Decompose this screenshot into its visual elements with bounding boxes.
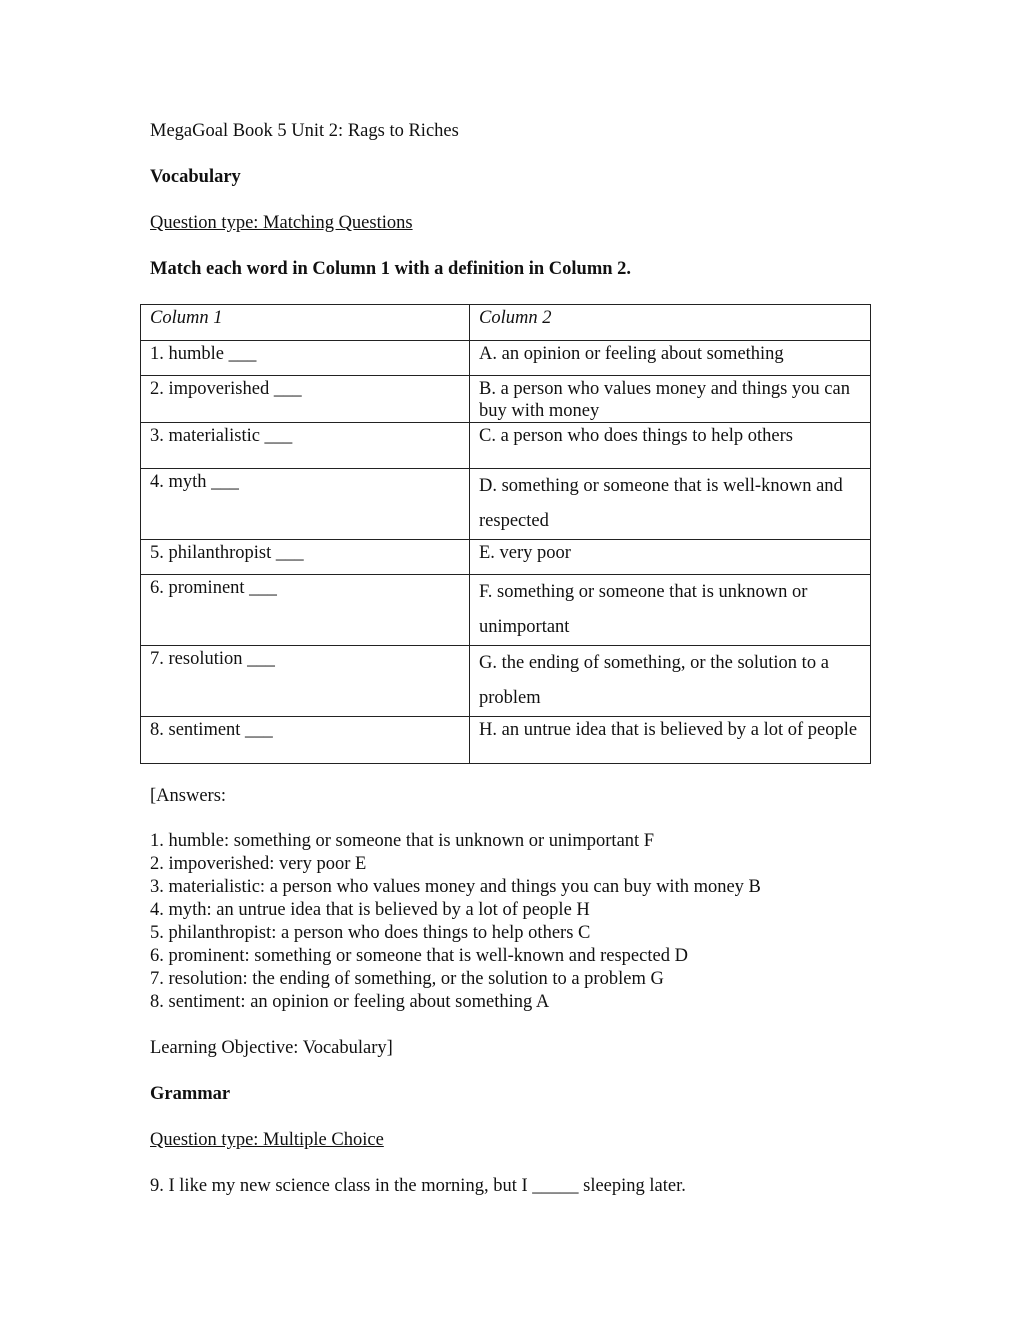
table-row: [141, 646, 871, 717]
table-row: [141, 717, 871, 764]
word-cell: 1. humble ___: [141, 341, 470, 376]
grammar-heading: Grammar: [150, 1084, 231, 1104]
table-row: [141, 423, 871, 469]
definition-cell: E. very poor: [470, 540, 871, 575]
document-title: MegaGoal Book 5 Unit 2: Rags to Riches: [150, 121, 459, 141]
word-cell: 3. materialistic ___: [141, 423, 470, 469]
answer-line: 7. resolution: the ending of something, or the solution to a problem G: [150, 969, 664, 989]
answers-heading: [Answers:: [150, 786, 227, 806]
table-row: [141, 376, 871, 423]
table-row: [141, 341, 871, 376]
definition-cell: B. a person who values money and things you can buy with money: [470, 376, 871, 423]
definition-cell: A. an opinion or feeling about something: [470, 341, 871, 376]
vocabulary-question-type: Question type: Matching Questions: [150, 213, 413, 233]
column-2-header: Column 2: [470, 305, 871, 341]
word-cell: 8. sentiment ___: [141, 717, 470, 764]
word-cell: 4. myth ___: [141, 469, 470, 540]
matching-instruction: Match each word in Column 1 with a definition in Column 2.: [150, 259, 632, 279]
word-cell: 5. philanthropist ___: [141, 540, 470, 575]
answer-line: 1. humble: something or someone that is unknown or unimportant F: [150, 831, 655, 851]
answer-line: 8. sentiment: an opinion or feeling about something A: [150, 992, 550, 1012]
table-row: [141, 469, 871, 540]
answer-line: 5. philanthropist: a person who does things to help others C: [150, 923, 591, 943]
answer-line: 6. prominent: something or someone that is well-known and respected D: [150, 946, 688, 966]
answer-line: 3. materialistic: a person who values money and things you can buy with money B: [150, 877, 761, 897]
definition-cell: F. something or someone that is unknown or unimportant: [470, 575, 871, 646]
column-1-header: Column 1: [141, 305, 470, 341]
word-cell: 2. impoverished ___: [141, 376, 470, 423]
grammar-question-type: Question type: Multiple Choice: [150, 1130, 384, 1150]
answer-line: 2. impoverished: very poor E: [150, 854, 367, 874]
matching-table: [140, 304, 871, 764]
definition-cell: D. something or someone that is well-known and respected: [470, 469, 871, 540]
word-cell: 6. prominent ___: [141, 575, 470, 646]
answer-line: 4. myth: an untrue idea that is believed by a lot of people H: [150, 900, 590, 920]
table-row: [141, 575, 871, 646]
word-cell: 7. resolution ___: [141, 646, 470, 717]
definition-cell: G. the ending of something, or the solution to a problem: [470, 646, 871, 717]
definition-cell: H. an untrue idea that is believed by a lot of people: [470, 717, 871, 764]
table-header-row: [141, 305, 871, 341]
vocabulary-heading: Vocabulary: [150, 167, 241, 187]
learning-objective: Learning Objective: Vocabulary]: [150, 1038, 393, 1058]
definition-cell: C. a person who does things to help others: [470, 423, 871, 469]
question-9: 9. I like my new science class in the morning, but I _____ sleeping later.: [150, 1176, 686, 1196]
table-row: [141, 540, 871, 575]
